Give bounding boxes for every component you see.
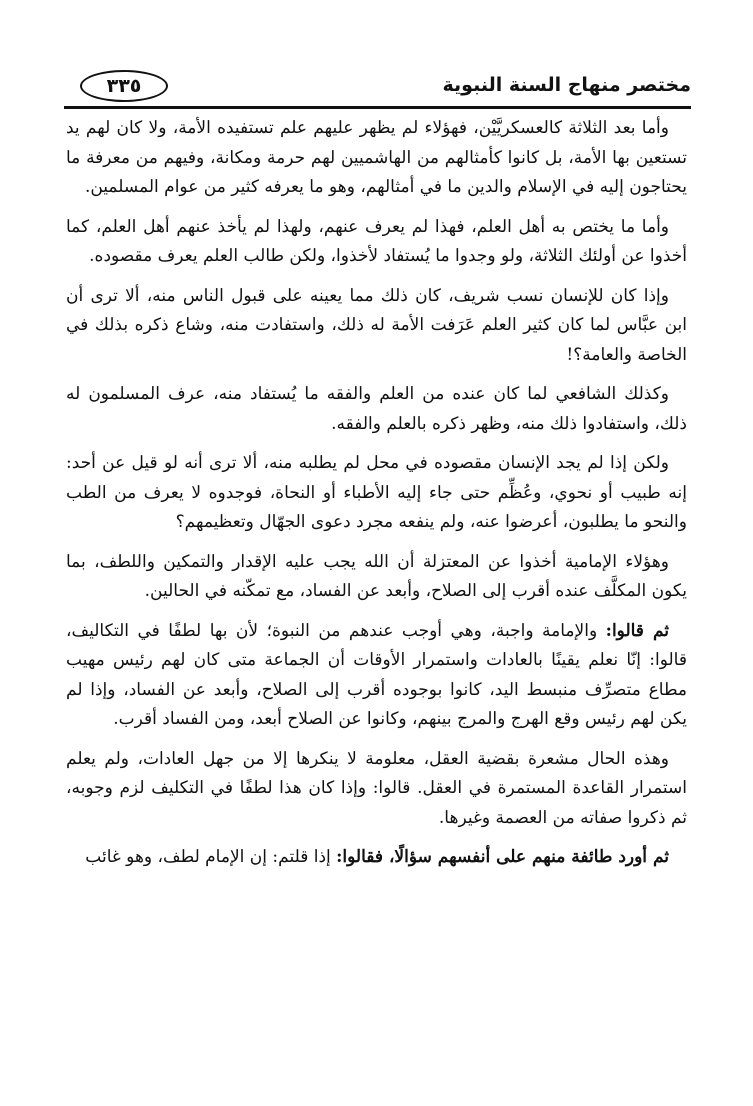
paragraph-text: وأما بعد الثلاثة كالعسكريَّيْن، فهؤلاء لم يظهر عليهم علم تستفيده الأمة، ولا كان لهم يد تستعين بها الأمة، بل كانوا كأمثالهم من الهاشميين لهم حرمة ومكانة، وفيهم من معرفة ما يحتاجون إليه في الإسلام والدين ما في أمثالهم، وهو ما يعرفه كثير من عوام المسلمين. xyxy=(66,118,687,197)
paragraph xyxy=(66,843,687,873)
body-text xyxy=(66,114,687,883)
page-header xyxy=(64,68,691,104)
paragraph-text: ولكن إذا لم يجد الإنسان مقصوده في محل لم يطلبه منه، ألا ترى أنه لو قيل عن أحد: إنه طبيب أو نحوي، وعُظِّم حتى جاء إليه الأطباء أو النحاة، فوجدوه لا يعرف من الطب والنحو ما يطلبون، أعرضوا عنه، ولم ينفعه مجرد دعوى الجهّال وتعظيمهم؟ xyxy=(66,453,687,532)
paragraph-text: وكذلك الشافعي لما كان عنده من العلم والفقه ما يُستفاد منه، عرف المسلمون له ذلك، واستفادوا ذلك منه، وظهر ذكره بالعلم والفقه. xyxy=(66,384,687,434)
paragraph-text: إذا قلتم: إن الإمام لطف، وهو غائب xyxy=(85,847,337,867)
paragraph-lead: ثم أورد طائفة منهم على أنفسهم سؤالًا، فقالوا: xyxy=(336,847,669,867)
paragraph xyxy=(66,282,687,371)
paragraph-lead: ثم قالوا: xyxy=(605,620,669,641)
paragraph-text: وهذه الحال مشعرة بقضية العقل، معلومة لا ينكرها إلا من جهل العادات، ولم يعلم استمرار القاعدة المستمرة في العقل. قالوا: وإذا كان هذا لطفًا في التكليف لزم وجوبه، ثم ذكروا صفاته من العصمة وغيرها. xyxy=(66,748,687,828)
page-number: ٣٣٥ xyxy=(80,70,168,102)
running-title: مختصر منهاج السنة النبوية xyxy=(442,74,691,96)
header-rule xyxy=(64,106,691,109)
paragraph xyxy=(66,617,687,735)
paragraph xyxy=(66,213,687,272)
paragraph-text: وهؤلاء الإمامية أخذوا عن المعتزلة أن الله يجب عليه الإقدار والتمكين واللطف، بما يكون المكلَّف عنده أقرب إلى الصلاح، وأبعد عن الفساد، مع تمكّنه في الحالين. xyxy=(66,551,687,601)
paragraph xyxy=(66,449,687,538)
paragraph-text: وأما ما يختص به أهل العلم، فهذا لم يعرف عنهم، ولهذا لم يأخذ عنهم أهل العلم، كما أخذوا عن أولئك الثلاثة، ولو وجدوا ما يُستفاد لأخذوا، ولكن طالب العلم يعرف مقصوده. xyxy=(66,216,687,266)
paragraph xyxy=(66,548,687,607)
paragraph xyxy=(66,114,687,203)
paragraph xyxy=(66,745,687,834)
paragraph-text: والإمامة واجبة، وهي أوجب عندهم من النبوة؛ لأن بها لطفًا في التكاليف، قالوا: إنّا نعلم يقينًا بالعادات واستمرار الأوقات أن الجماعة متى كان لهم رئيس مهيب مطاع متصرِّف منبسط اليد، كانوا بوجوده أقرب إلى الصلاح، وأبعد عن الفساد، وإذا لم يكن لهم رئيس وقع الهرج والمرج بينهم، وكانوا عن الصلاح أبعد، ومن الفساد أقرب. xyxy=(66,620,687,729)
paragraph-text: وإذا كان للإنسان نسب شريف، كان ذلك مما يعينه على قبول الناس منه، ألا ترى أن ابن عبَّاس لما كان كثير العلم عَرَفت الأمة له ذلك، واستفادت منه، وشاع ذكره بذلك في الخاصة والعامة؟! xyxy=(66,285,687,365)
paragraph xyxy=(66,380,687,439)
